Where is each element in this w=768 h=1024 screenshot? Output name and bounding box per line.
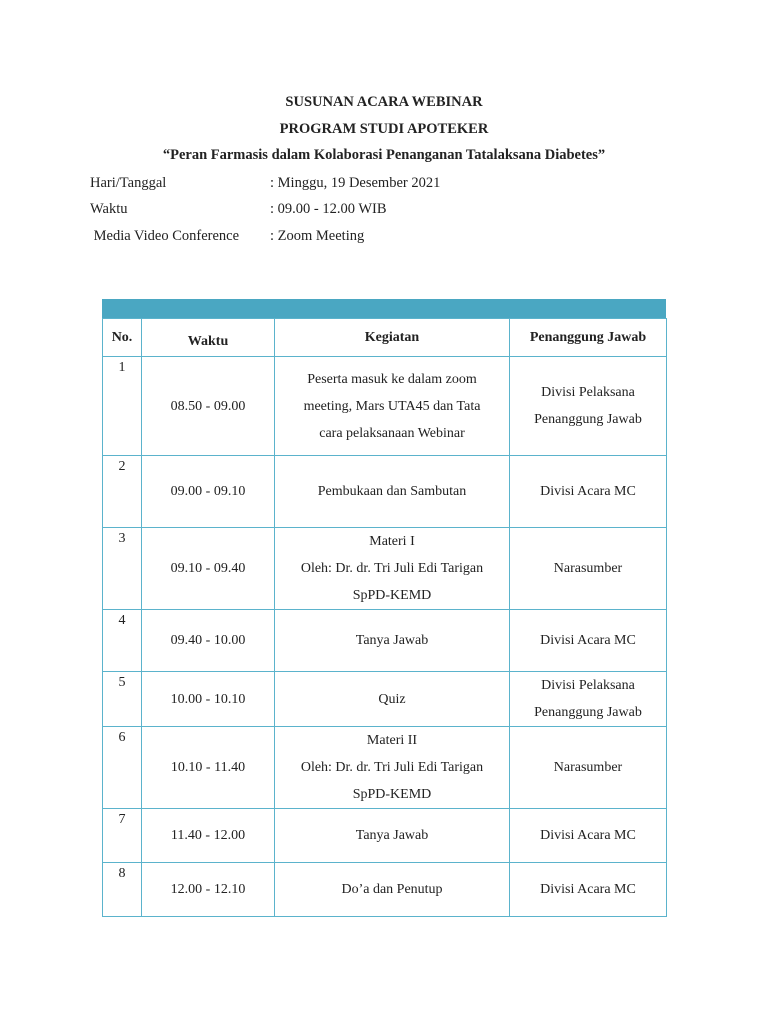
row-number <box>103 809 142 863</box>
schedule-grid <box>102 318 667 917</box>
row-activity <box>275 357 510 456</box>
row-responsible <box>510 456 667 528</box>
activity-line: SpPD-KEMD <box>352 588 432 603</box>
table-row <box>103 610 667 672</box>
info-label-time: Waktu <box>90 201 128 217</box>
responsible-line: Narasumber <box>553 760 623 775</box>
row-activity <box>275 809 510 863</box>
activity-line: Materi I <box>369 534 415 549</box>
row-responsible <box>510 528 667 610</box>
row-activity <box>275 672 510 727</box>
responsible-line: Divisi Acara MC <box>540 633 636 648</box>
row-number <box>103 672 142 727</box>
activity-line: Do’a dan Penutup <box>341 882 443 897</box>
row-number-text: 5 <box>118 675 126 690</box>
row-number <box>103 357 142 456</box>
program-title: PROGRAM STUDI APOTEKER <box>279 121 489 137</box>
info-label-date: Hari/Tanggal <box>90 175 167 191</box>
responsible-line: Divisi Pelaksana <box>541 678 635 693</box>
responsible-line: Divisi Acara MC <box>540 828 636 843</box>
row-responsible <box>510 809 667 863</box>
row-time: 09.00 - 09.10 <box>142 456 275 528</box>
schedule-table <box>102 299 666 917</box>
row-number <box>103 610 142 672</box>
info-value-date: : Minggu, 19 Desember 2021 <box>270 175 441 191</box>
row-time: 12.00 - 12.10 <box>142 863 275 917</box>
table-row <box>103 456 667 528</box>
row-time: 10.10 - 11.40 <box>142 727 275 809</box>
row-activity <box>275 528 510 610</box>
activity-line: Peserta masuk ke dalam zoom <box>307 371 477 387</box>
table-row <box>103 672 667 727</box>
row-time: 09.10 - 09.40 <box>142 528 275 610</box>
row-number <box>103 863 142 917</box>
row-activity <box>275 610 510 672</box>
document-title: SUSUNAN ACARA WEBINAR <box>285 94 483 110</box>
responsible-line: Divisi Pelaksana <box>541 385 635 400</box>
activity-line: Oleh: Dr. dr. Tri Juli Edi Tarigan <box>300 561 484 576</box>
row-number <box>103 456 142 528</box>
header-kegiatan: Kegiatan <box>275 319 510 357</box>
header-waktu: Waktu <box>142 319 275 357</box>
table-header-row <box>103 319 667 357</box>
row-number-text: 4 <box>118 613 126 628</box>
row-activity <box>275 727 510 809</box>
info-value-media: : Zoom Meeting <box>270 228 365 244</box>
activity-line: SpPD-KEMD <box>352 787 432 802</box>
row-time: 08.50 - 09.00 <box>142 357 275 456</box>
header-pj: Penanggung Jawab <box>510 319 667 357</box>
responsible-line: Divisi Acara MC <box>540 882 636 897</box>
row-responsible <box>510 610 667 672</box>
activity-line: Pembukaan dan Sambutan <box>317 484 467 499</box>
row-time: 10.00 - 10.10 <box>142 672 275 727</box>
row-number-text: 2 <box>118 459 126 474</box>
row-activity <box>275 863 510 917</box>
webinar-theme: “Peran Farmasis dalam Kolaborasi Penanganan Tatalaksana Diabetes” <box>162 147 606 163</box>
table-row <box>103 357 667 456</box>
row-responsible <box>510 863 667 917</box>
activity-line: meeting, Mars UTA45 dan Tata <box>303 398 481 414</box>
row-number-text: 7 <box>118 812 126 827</box>
activity-line: Tanya Jawab <box>355 828 429 843</box>
table-row <box>103 727 667 809</box>
row-number <box>103 528 142 610</box>
responsible-line: Penanggung Jawab <box>534 705 642 720</box>
activity-line: Tanya Jawab <box>355 633 429 648</box>
table-header-band <box>102 299 666 318</box>
table-row <box>103 528 667 610</box>
row-number-text: 8 <box>118 866 126 881</box>
responsible-line: Penanggung Jawab <box>534 412 642 427</box>
info-value-time: : 09.00 - 12.00 WIB <box>270 201 387 217</box>
row-time: 09.40 - 10.00 <box>142 610 275 672</box>
row-time: 11.40 - 12.00 <box>142 809 275 863</box>
row-number <box>103 727 142 809</box>
row-number-text: 3 <box>118 531 126 546</box>
row-responsible <box>510 727 667 809</box>
responsible-line: Narasumber <box>553 561 623 576</box>
row-responsible <box>510 672 667 727</box>
activity-line: cara pelaksanaan Webinar <box>319 425 465 441</box>
responsible-line: Divisi Acara MC <box>540 484 636 499</box>
info-label-media: Media Video Conference <box>90 228 240 244</box>
header-no: No. <box>103 319 142 357</box>
activity-line: Oleh: Dr. dr. Tri Juli Edi Tarigan <box>300 760 484 775</box>
table-row <box>103 809 667 863</box>
row-responsible <box>510 357 667 456</box>
row-number-text: 6 <box>118 730 126 745</box>
row-activity <box>275 456 510 528</box>
row-number-text: 1 <box>118 360 126 375</box>
activity-line: Materi II <box>366 733 418 748</box>
activity-line: Quiz <box>378 691 406 707</box>
table-row <box>103 863 667 917</box>
